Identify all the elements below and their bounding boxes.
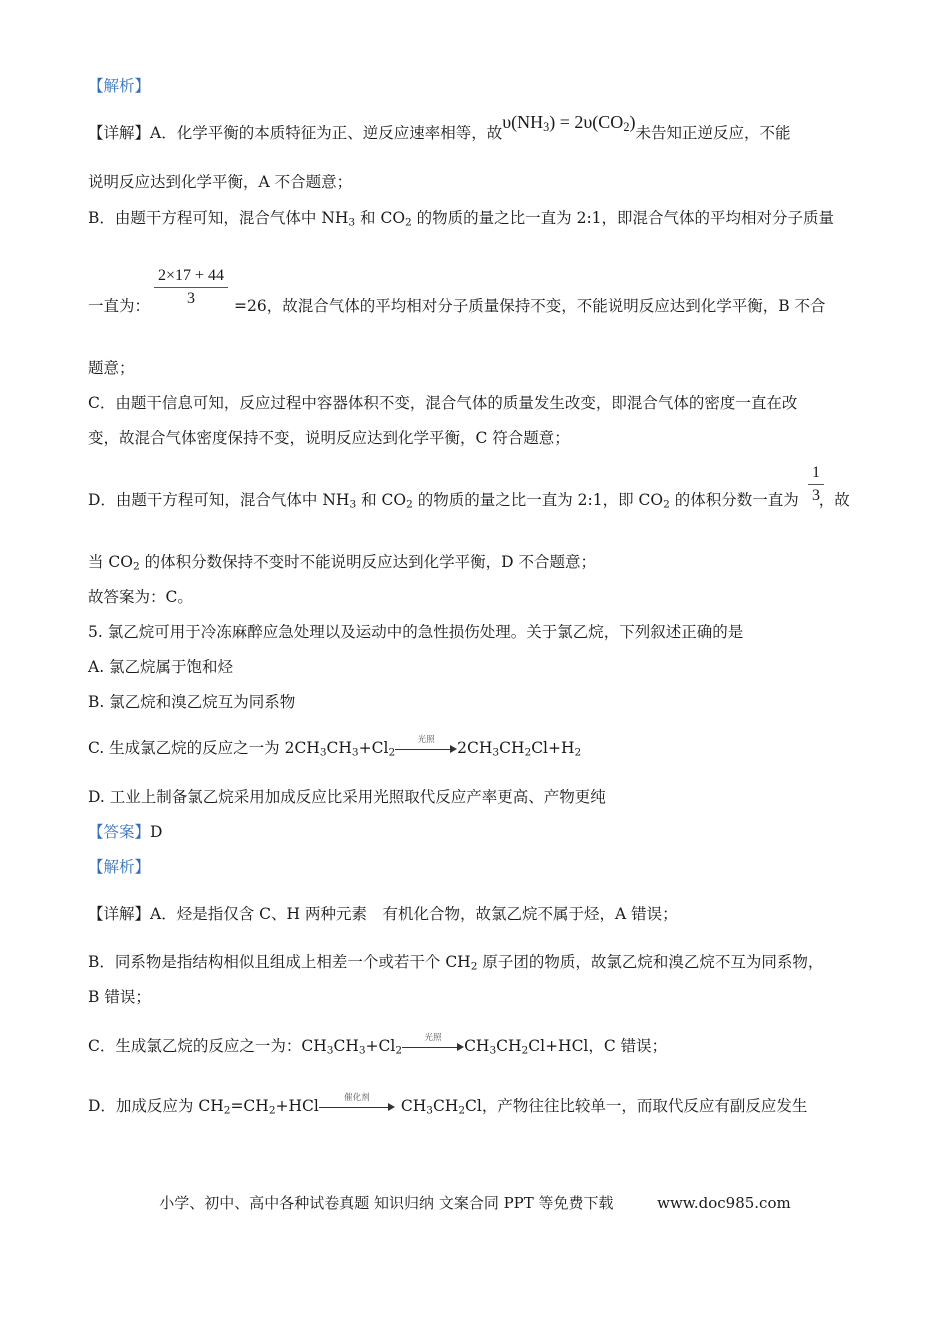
- text-line: 说明反应达到化学平衡，A 不合题意；: [88, 173, 353, 191]
- volume-fraction: [808, 464, 824, 505]
- text-line: 题意；: [88, 359, 135, 377]
- reaction-condition: 催化剂: [344, 1093, 370, 1103]
- footer-text: 小学、初中、高中各种试卷真题 知识归纳 文案合同 PPT 等免费下载: [159, 1194, 614, 1212]
- detail-line-d2: D．加成反应为 $CH_2=CH_2+HCl$ 催化剂 $CH_3CH_2Cl$，产物往往比较单一，而取代反应有副反应发生: [88, 1096, 807, 1117]
- reaction-condition: 光照: [424, 1033, 442, 1043]
- fraction-denominator: 3: [812, 487, 820, 504]
- molar-mass-line: 一直为： =26，故混合气体的平均相对分子质量保持不变，不能说明反应达到化学平衡，B 不合: [88, 297, 826, 315]
- reaction-condition: 光照: [417, 735, 435, 745]
- rate-equation: $\upsilon(NH_3) = 2\upsilon(CO_2)$: [502, 112, 636, 135]
- answer-value: D: [150, 823, 163, 841]
- detail-line-a2: 【详解】A．烃是指仅含 C、H 两种元素 有机化合物，故氯乙烷不属于烃，A 错误；: [88, 905, 678, 923]
- fraction-numerator: 1: [808, 464, 824, 485]
- option-a: A. 氯乙烷属于饱和烃: [88, 658, 234, 676]
- page-footer: [0, 1192, 950, 1213]
- analysis-tag: 【解析】: [88, 858, 151, 876]
- detail-line-d: D．由题干方程可知，混合气体中 $NH_3$ 和 $CO_2$ 的物质的量之比一直为 2:1，即 $CO_2$ 的体积分数一直为 ，故: [88, 491, 850, 511]
- detail-line-b2: B．同系物是指结构相似且组成上相差一个或若干个 $CH_2$ 原子团的物质，故氯乙烷和溴乙烷不互为同系物，: [88, 953, 824, 973]
- analysis-heading-1: [88, 76, 150, 96]
- text-line: 变，故混合气体密度保持不变，说明反应达到化学平衡，C 符合题意；: [88, 429, 570, 447]
- detail-tag: 【详解】: [88, 905, 151, 923]
- answer-tag: 【答案】: [88, 823, 151, 841]
- fraction-numerator: 2×17 + 44: [154, 267, 228, 288]
- footer-link[interactable]: www.doc985.com: [657, 1194, 791, 1212]
- option-d: D. 工业上制备氯乙烷采用加成反应比采用光照取代反应产率更高、产物更纯: [88, 788, 606, 806]
- text: A．化学平衡的本质特征为正、逆反应速率相等，故: [150, 124, 503, 142]
- reaction-arrow: [319, 1093, 395, 1117]
- analysis-heading-2: [88, 857, 150, 877]
- answer-line: [88, 822, 162, 842]
- reaction-arrow: [402, 1033, 464, 1057]
- text: 未告知正逆反应，不能: [635, 124, 791, 142]
- detail-tag: 【详解】: [88, 124, 151, 142]
- option-b: B. 氯乙烷和溴乙烷互为同系物: [88, 693, 296, 711]
- question-5-stem: 5. 氯乙烷可用于冷冻麻醉应急处理以及运动中的急性损伤处理。关于氯乙烷，下列叙述正确的是: [88, 623, 744, 641]
- text-line: 当 $CO_2$ 的体积分数保持不变时不能说明反应达到化学平衡，D 不合题意；: [88, 553, 596, 573]
- answer-summary: 故答案为：C。: [88, 588, 193, 606]
- detail-line-c2: C．生成氯乙烷的反应之一为：$CH_3CH_3+Cl_2$ 光照 $CH_3CH_2Cl+HCl$，C 错误；: [88, 1036, 667, 1057]
- fraction-denominator: 3: [187, 290, 196, 307]
- detail-line-a: [88, 112, 791, 143]
- option-c: C. 生成氯乙烷的反应之一为 $2CH_3CH_3+Cl_2$ 光照 $2CH_3CH_2Cl+H_2$: [88, 738, 581, 759]
- text-line: B 错误；: [88, 988, 151, 1006]
- detail-line-b: B．由题干方程可知，混合气体中 $NH_3$ 和 $CO_2$ 的物质的量之比一直为 2:1，即混合气体的平均相对分子质量: [88, 209, 835, 229]
- detail-line-c: C．由题干信息可知，反应过程中容器体积不变，混合气体的质量发生改变，即混合气体的密度一直在改: [88, 394, 798, 412]
- reaction-arrow: [395, 735, 457, 759]
- analysis-tag: 【解析】: [88, 77, 151, 95]
- molar-mass-fraction: [154, 267, 228, 308]
